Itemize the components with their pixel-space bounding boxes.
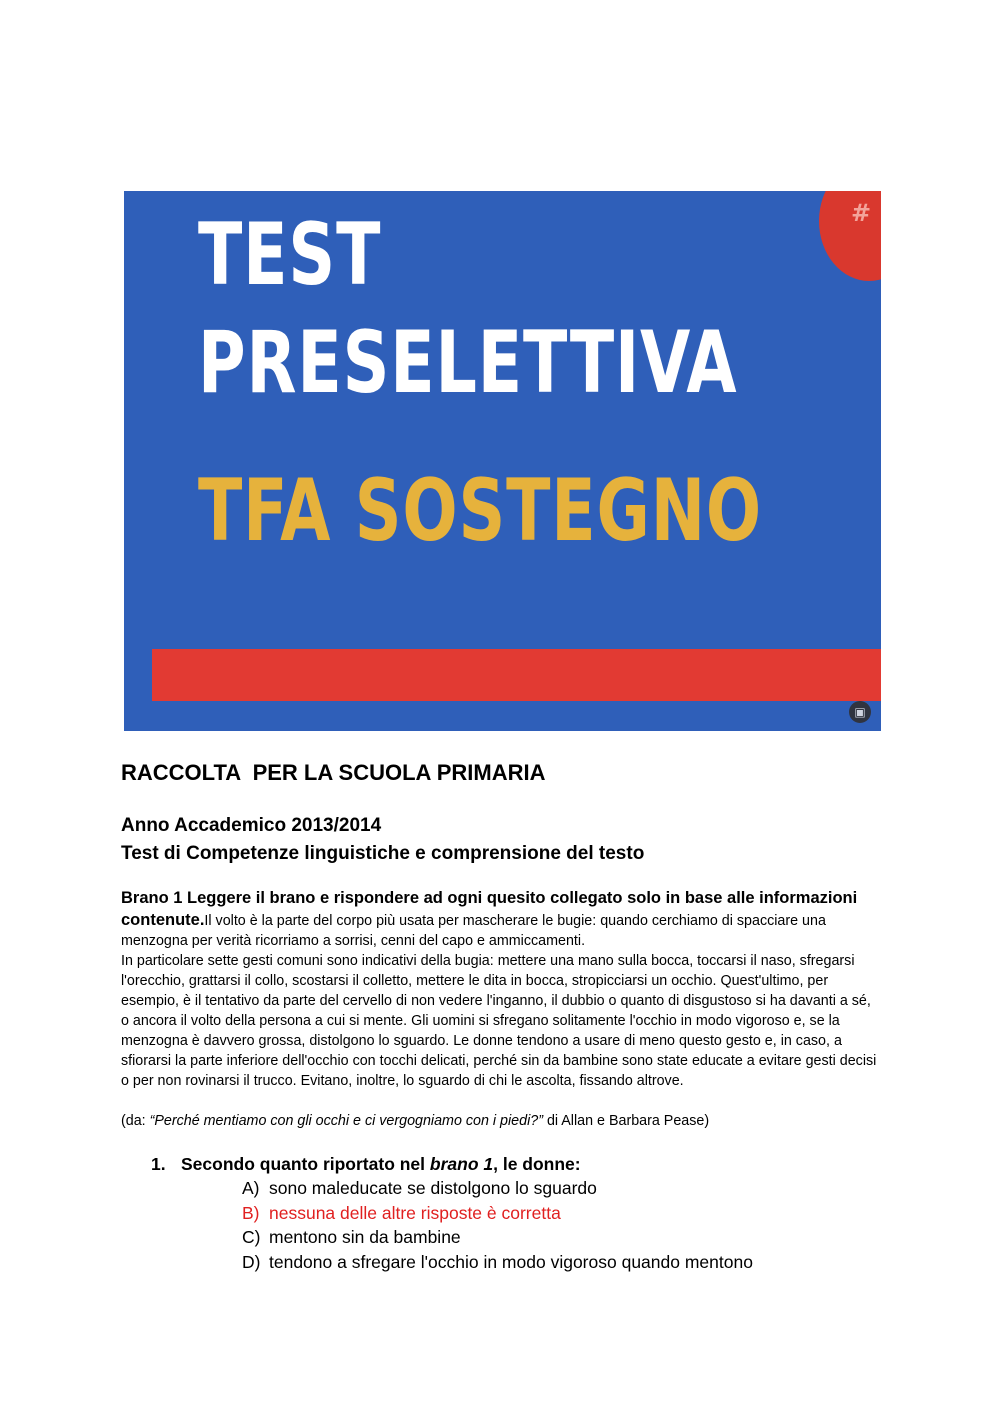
banner-line-preselettiva: PRESELETTIVA [198, 313, 738, 413]
lens-scan-icon[interactable]: ▣ [849, 701, 871, 723]
reading-passage [121, 887, 881, 1091]
document-subheading [121, 812, 881, 868]
answer-options [242, 1176, 881, 1274]
banner-line-test: TEST [198, 205, 382, 305]
banner-red-bar [152, 649, 881, 701]
source-prefix: (da: [121, 1113, 150, 1129]
option-letter: A) [242, 1178, 260, 1198]
banner-line-tfa-sostegno: TFA SOSTEGNO [198, 461, 763, 561]
question-text-italic: brano 1 [429, 1154, 494, 1174]
test-preselettiva-banner [124, 191, 881, 731]
option-text: mentono sin da bambine [269, 1227, 461, 1247]
option-text: nessuna delle altre risposte è corretta [269, 1202, 561, 1223]
option-letter: B) [242, 1202, 260, 1223]
option-text: tendono a sfregare l'occhio in modo vigoroso quando mentono [269, 1251, 753, 1272]
question-number: 1. [151, 1154, 166, 1174]
source-authors: di Allan e Barbara Pease) [542, 1113, 710, 1129]
passage-instructions: Brano 1 Leggere il brano e rispondere ad ogni quesito collegato solo in base alle informazioni contenute. [121, 889, 858, 929]
answer-option[interactable] [242, 1250, 881, 1275]
question-text-end: , le donne: [493, 1154, 581, 1174]
passage-paragraph-1: Il volto è la parte del corpo più usata per mascherare le bugie: quando cerchiamo di spacciare una menzogna per verità ricorriamo a sorrisi, cenni del capo e ammiccamenti. [121, 913, 826, 949]
corner-badge [819, 191, 881, 281]
option-letter: D) [242, 1251, 261, 1272]
test-subtitle: Test di Competenze linguistiche e comprensione del testo [121, 843, 645, 864]
source-work-title: “Perché mentiamo con gli occhi e ci vergogniamo con i piedi?” [149, 1113, 543, 1129]
answer-option[interactable] [242, 1176, 881, 1201]
option-letter: C) [242, 1227, 261, 1247]
passage-source [121, 1111, 881, 1131]
question-text-start: Secondo quanto riportato nel [181, 1154, 430, 1174]
option-text: sono maleducate se distolgono lo sguardo [269, 1178, 597, 1198]
answer-option[interactable] [242, 1225, 881, 1250]
academic-year: Anno Accademico 2013/2014 [121, 815, 382, 836]
document-body [121, 760, 881, 1274]
passage-paragraph-2: In particolare sette gesti comuni sono indicativi della bugia: mettere una mano sulla bocca, toccarsi il naso, sfregarsi l'orecchio, grattarsi il collo, scostarsi il colletto, mettere le dita in bocca, stropicciarsi un occhio. Quest'ultimo, per esempio, è il tentativo da parte del cervello di non vedere l'inganno, il dubbio o quanto di disgustoso si ha davanti a sé, o ancora il volto della persona a cui si mente. Gli uomini si sfregano solitamente l'occhio in modo vigoroso e, se la menzogna è davvero grossa, distolgono lo sguardo. Le donne tendono a usare di meno questo gesto e, in caso, a sfiorarsi la parte inferiore dell'occhio con tocchi delicati, perché sin da bambine sono state educate a evitare gesti decisi o per non rovinarsi il trucco. Evitano, inoltre, lo sguardo di chi le ascolta, fissando altrove. [121, 953, 877, 1089]
page-title: RACCOLTA PER LA SCUOLA PRIMARIA [121, 760, 546, 785]
answer-option[interactable] [242, 1201, 881, 1226]
hashtag-icon: # [851, 199, 872, 227]
question-1 [151, 1152, 881, 1176]
passage-first-paragraph [121, 887, 881, 951]
